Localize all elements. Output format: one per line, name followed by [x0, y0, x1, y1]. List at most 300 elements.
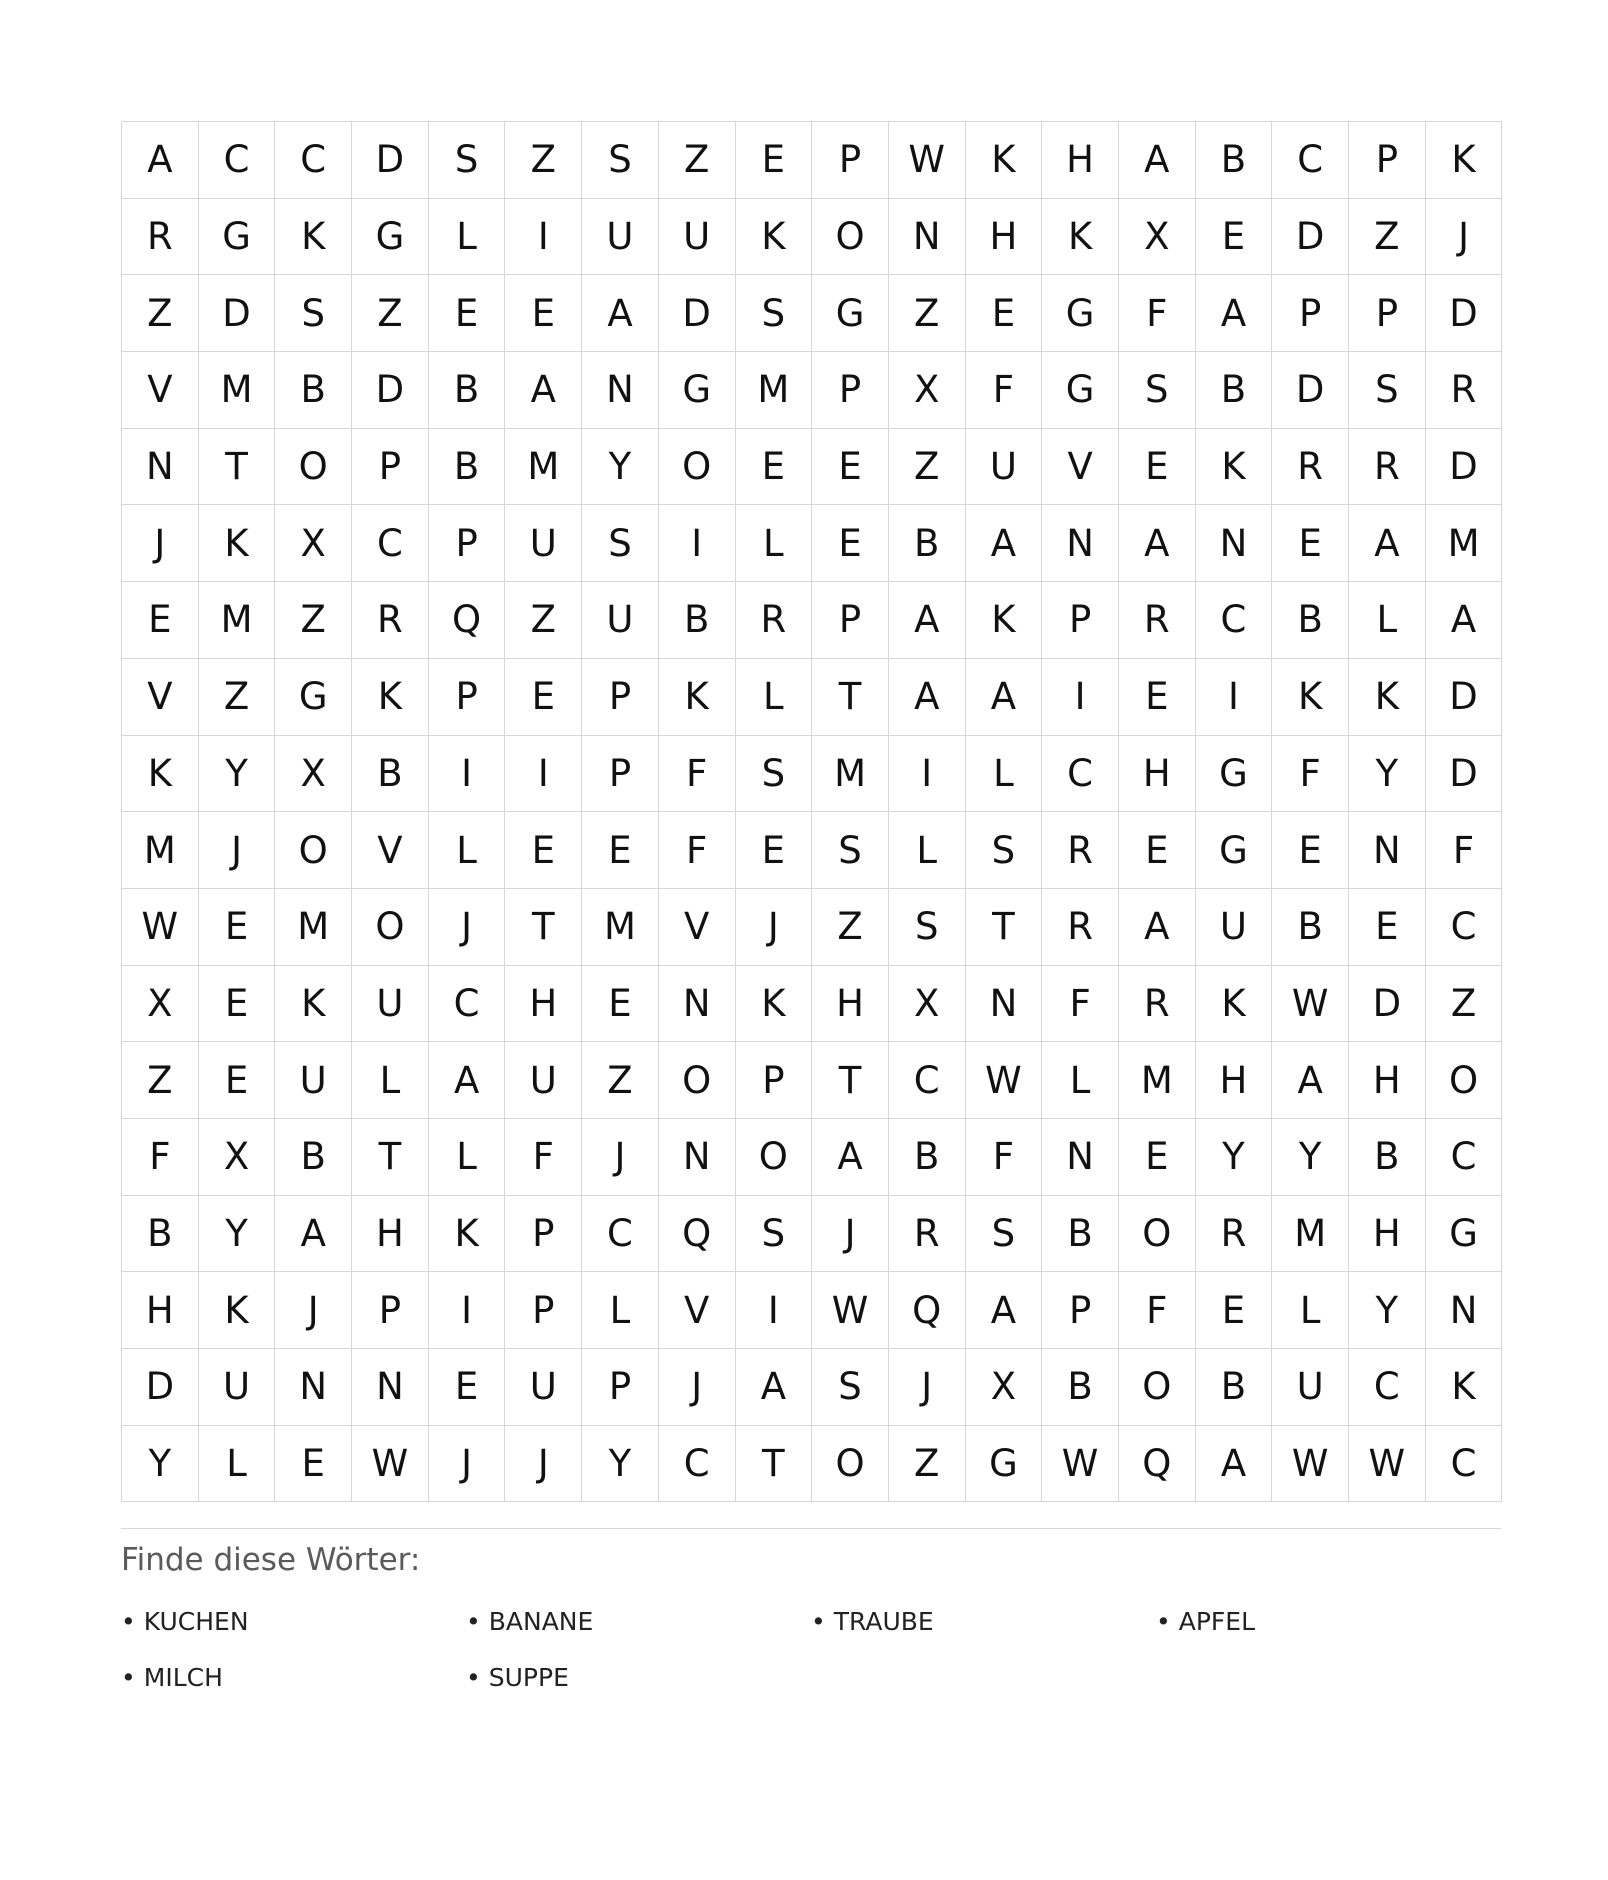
grid-cell[interactable]: S: [889, 889, 966, 966]
grid-cell[interactable]: N: [1042, 1119, 1119, 1196]
grid-cell[interactable]: D: [1426, 429, 1503, 506]
grid-cell[interactable]: E: [1349, 889, 1426, 966]
grid-cell[interactable]: P: [505, 1272, 582, 1349]
grid-cell[interactable]: O: [1119, 1196, 1196, 1273]
grid-cell[interactable]: F: [1272, 736, 1349, 813]
grid-cell[interactable]: O: [1426, 1042, 1503, 1119]
grid-cell[interactable]: P: [1349, 122, 1426, 199]
grid-cell[interactable]: Z: [659, 122, 736, 199]
grid-cell[interactable]: A: [505, 352, 582, 429]
grid-cell[interactable]: K: [199, 505, 276, 582]
grid-cell[interactable]: O: [736, 1119, 813, 1196]
grid-cell[interactable]: G: [275, 659, 352, 736]
grid-cell[interactable]: R: [1042, 812, 1119, 889]
grid-cell[interactable]: E: [736, 429, 813, 506]
grid-cell[interactable]: G: [1426, 1196, 1503, 1273]
grid-cell[interactable]: M: [1426, 505, 1503, 582]
grid-cell[interactable]: E: [505, 812, 582, 889]
grid-cell[interactable]: K: [966, 122, 1043, 199]
grid-cell[interactable]: Z: [889, 275, 966, 352]
grid-cell[interactable]: S: [1349, 352, 1426, 429]
grid-cell[interactable]: O: [275, 812, 352, 889]
grid-cell[interactable]: C: [429, 966, 506, 1043]
grid-cell[interactable]: Q: [1119, 1426, 1196, 1503]
grid-cell[interactable]: Z: [275, 582, 352, 659]
grid-cell[interactable]: B: [1349, 1119, 1426, 1196]
grid-cell[interactable]: E: [966, 275, 1043, 352]
grid-cell[interactable]: F: [1119, 275, 1196, 352]
grid-cell[interactable]: J: [429, 889, 506, 966]
grid-cell[interactable]: R: [1042, 889, 1119, 966]
grid-cell[interactable]: I: [889, 736, 966, 813]
grid-cell[interactable]: E: [812, 429, 889, 506]
grid-cell[interactable]: O: [812, 1426, 889, 1503]
grid-cell[interactable]: B: [1196, 1349, 1273, 1426]
grid-cell[interactable]: W: [1272, 966, 1349, 1043]
grid-cell[interactable]: B: [1196, 352, 1273, 429]
grid-cell[interactable]: O: [352, 889, 429, 966]
grid-cell[interactable]: N: [659, 966, 736, 1043]
grid-cell[interactable]: M: [1272, 1196, 1349, 1273]
grid-cell[interactable]: E: [812, 505, 889, 582]
grid-cell[interactable]: X: [199, 1119, 276, 1196]
grid-cell[interactable]: I: [1042, 659, 1119, 736]
grid-cell[interactable]: L: [736, 659, 813, 736]
grid-cell[interactable]: U: [659, 199, 736, 276]
grid-cell[interactable]: S: [429, 122, 506, 199]
grid-cell[interactable]: C: [1426, 1119, 1503, 1196]
grid-cell[interactable]: X: [275, 505, 352, 582]
grid-cell[interactable]: Y: [199, 1196, 276, 1273]
grid-cell[interactable]: U: [966, 429, 1043, 506]
grid-cell[interactable]: J: [505, 1426, 582, 1503]
grid-cell[interactable]: L: [429, 812, 506, 889]
grid-cell[interactable]: E: [275, 1426, 352, 1503]
grid-cell[interactable]: A: [889, 582, 966, 659]
grid-cell[interactable]: M: [582, 889, 659, 966]
grid-cell[interactable]: A: [966, 659, 1043, 736]
grid-cell[interactable]: T: [812, 659, 889, 736]
grid-cell[interactable]: F: [1119, 1272, 1196, 1349]
grid-cell[interactable]: L: [736, 505, 813, 582]
grid-cell[interactable]: Q: [889, 1272, 966, 1349]
grid-cell[interactable]: R: [1119, 582, 1196, 659]
grid-cell[interactable]: R: [1196, 1196, 1273, 1273]
grid-cell[interactable]: M: [199, 352, 276, 429]
grid-cell[interactable]: O: [659, 429, 736, 506]
grid-cell[interactable]: K: [275, 966, 352, 1043]
grid-cell[interactable]: D: [1426, 736, 1503, 813]
grid-cell[interactable]: F: [659, 736, 736, 813]
grid-cell[interactable]: C: [352, 505, 429, 582]
grid-cell[interactable]: E: [1119, 1119, 1196, 1196]
grid-cell[interactable]: S: [736, 1196, 813, 1273]
grid-cell[interactable]: A: [1119, 505, 1196, 582]
grid-cell[interactable]: F: [1426, 812, 1503, 889]
grid-cell[interactable]: D: [659, 275, 736, 352]
grid-cell[interactable]: F: [966, 1119, 1043, 1196]
grid-cell[interactable]: Y: [1349, 1272, 1426, 1349]
grid-cell[interactable]: N: [1349, 812, 1426, 889]
grid-cell[interactable]: E: [1119, 659, 1196, 736]
grid-cell[interactable]: I: [505, 199, 582, 276]
grid-cell[interactable]: Z: [505, 122, 582, 199]
grid-cell[interactable]: E: [199, 1042, 276, 1119]
grid-cell[interactable]: E: [1196, 1272, 1273, 1349]
grid-cell[interactable]: N: [1426, 1272, 1503, 1349]
grid-cell[interactable]: I: [505, 736, 582, 813]
grid-cell[interactable]: K: [966, 582, 1043, 659]
grid-cell[interactable]: K: [1196, 966, 1273, 1043]
grid-cell[interactable]: A: [275, 1196, 352, 1273]
grid-cell[interactable]: S: [736, 275, 813, 352]
grid-cell[interactable]: D: [352, 352, 429, 429]
grid-cell[interactable]: D: [352, 122, 429, 199]
grid-cell[interactable]: B: [352, 736, 429, 813]
grid-cell[interactable]: U: [1196, 889, 1273, 966]
grid-cell[interactable]: G: [1196, 736, 1273, 813]
grid-cell[interactable]: P: [352, 429, 429, 506]
grid-cell[interactable]: G: [966, 1426, 1043, 1503]
grid-cell[interactable]: E: [505, 659, 582, 736]
grid-cell[interactable]: O: [812, 199, 889, 276]
grid-cell[interactable]: B: [429, 352, 506, 429]
grid-cell[interactable]: M: [122, 812, 199, 889]
grid-cell[interactable]: K: [199, 1272, 276, 1349]
grid-cell[interactable]: F: [505, 1119, 582, 1196]
grid-cell[interactable]: Z: [199, 659, 276, 736]
grid-cell[interactable]: W: [812, 1272, 889, 1349]
grid-cell[interactable]: X: [889, 966, 966, 1043]
grid-cell[interactable]: P: [1042, 1272, 1119, 1349]
grid-cell[interactable]: K: [736, 966, 813, 1043]
grid-cell[interactable]: R: [352, 582, 429, 659]
grid-cell[interactable]: B: [429, 429, 506, 506]
grid-cell[interactable]: L: [889, 812, 966, 889]
grid-cell[interactable]: Z: [122, 1042, 199, 1119]
grid-cell[interactable]: Z: [122, 275, 199, 352]
grid-cell[interactable]: P: [505, 1196, 582, 1273]
grid-cell[interactable]: V: [659, 1272, 736, 1349]
grid-cell[interactable]: P: [582, 659, 659, 736]
grid-cell[interactable]: D: [122, 1349, 199, 1426]
grid-cell[interactable]: K: [1272, 659, 1349, 736]
grid-cell[interactable]: S: [582, 505, 659, 582]
grid-cell[interactable]: U: [505, 1042, 582, 1119]
grid-cell[interactable]: F: [966, 352, 1043, 429]
grid-cell[interactable]: P: [1349, 275, 1426, 352]
grid-cell[interactable]: Q: [659, 1196, 736, 1273]
grid-cell[interactable]: N: [889, 199, 966, 276]
grid-cell[interactable]: P: [812, 122, 889, 199]
grid-cell[interactable]: V: [122, 659, 199, 736]
grid-cell[interactable]: C: [1426, 1426, 1503, 1503]
grid-cell[interactable]: D: [1426, 659, 1503, 736]
grid-cell[interactable]: E: [582, 966, 659, 1043]
grid-cell[interactable]: A: [1119, 122, 1196, 199]
grid-cell[interactable]: A: [1196, 275, 1273, 352]
grid-cell[interactable]: A: [582, 275, 659, 352]
grid-cell[interactable]: S: [582, 122, 659, 199]
grid-cell[interactable]: I: [429, 1272, 506, 1349]
grid-cell[interactable]: Y: [199, 736, 276, 813]
grid-cell[interactable]: N: [966, 966, 1043, 1043]
grid-cell[interactable]: L: [1272, 1272, 1349, 1349]
grid-cell[interactable]: X: [122, 966, 199, 1043]
grid-cell[interactable]: P: [352, 1272, 429, 1349]
grid-cell[interactable]: S: [966, 812, 1043, 889]
grid-cell[interactable]: G: [199, 199, 276, 276]
grid-cell[interactable]: I: [1196, 659, 1273, 736]
grid-cell[interactable]: P: [429, 505, 506, 582]
grid-cell[interactable]: C: [1426, 889, 1503, 966]
grid-cell[interactable]: C: [1272, 122, 1349, 199]
grid-cell[interactable]: G: [812, 275, 889, 352]
grid-cell[interactable]: E: [199, 966, 276, 1043]
grid-cell[interactable]: H: [1349, 1196, 1426, 1273]
grid-cell[interactable]: A: [429, 1042, 506, 1119]
grid-cell[interactable]: U: [505, 1349, 582, 1426]
grid-cell[interactable]: A: [966, 1272, 1043, 1349]
grid-cell[interactable]: N: [1042, 505, 1119, 582]
grid-cell[interactable]: C: [659, 1426, 736, 1503]
grid-cell[interactable]: R: [736, 582, 813, 659]
grid-cell[interactable]: Z: [889, 1426, 966, 1503]
grid-cell[interactable]: L: [352, 1042, 429, 1119]
grid-cell[interactable]: D: [1272, 352, 1349, 429]
grid-cell[interactable]: P: [582, 1349, 659, 1426]
grid-cell[interactable]: F: [1042, 966, 1119, 1043]
grid-cell[interactable]: J: [736, 889, 813, 966]
grid-cell[interactable]: A: [812, 1119, 889, 1196]
grid-cell[interactable]: L: [199, 1426, 276, 1503]
grid-cell[interactable]: K: [429, 1196, 506, 1273]
grid-cell[interactable]: X: [275, 736, 352, 813]
grid-cell[interactable]: P: [812, 352, 889, 429]
grid-cell[interactable]: G: [352, 199, 429, 276]
grid-cell[interactable]: N: [122, 429, 199, 506]
grid-cell[interactable]: Z: [582, 1042, 659, 1119]
grid-cell[interactable]: Z: [352, 275, 429, 352]
grid-cell[interactable]: F: [122, 1119, 199, 1196]
grid-cell[interactable]: T: [812, 1042, 889, 1119]
grid-cell[interactable]: B: [659, 582, 736, 659]
grid-cell[interactable]: G: [1042, 352, 1119, 429]
grid-cell[interactable]: K: [736, 199, 813, 276]
grid-cell[interactable]: J: [275, 1272, 352, 1349]
grid-cell[interactable]: A: [1196, 1426, 1273, 1503]
grid-cell[interactable]: B: [889, 1119, 966, 1196]
grid-cell[interactable]: Q: [429, 582, 506, 659]
grid-cell[interactable]: S: [812, 1349, 889, 1426]
grid-cell[interactable]: U: [582, 199, 659, 276]
grid-cell[interactable]: E: [1119, 429, 1196, 506]
grid-cell[interactable]: S: [1119, 352, 1196, 429]
grid-cell[interactable]: R: [889, 1196, 966, 1273]
grid-cell[interactable]: Z: [889, 429, 966, 506]
grid-cell[interactable]: G: [1042, 275, 1119, 352]
grid-cell[interactable]: C: [889, 1042, 966, 1119]
grid-cell[interactable]: W: [1272, 1426, 1349, 1503]
grid-cell[interactable]: K: [659, 659, 736, 736]
grid-cell[interactable]: R: [1349, 429, 1426, 506]
grid-cell[interactable]: K: [352, 659, 429, 736]
grid-cell[interactable]: E: [736, 122, 813, 199]
grid-cell[interactable]: H: [812, 966, 889, 1043]
grid-cell[interactable]: R: [1119, 966, 1196, 1043]
grid-cell[interactable]: H: [1196, 1042, 1273, 1119]
grid-cell[interactable]: D: [199, 275, 276, 352]
grid-cell[interactable]: B: [275, 1119, 352, 1196]
grid-cell[interactable]: H: [1349, 1042, 1426, 1119]
grid-cell[interactable]: G: [1196, 812, 1273, 889]
grid-cell[interactable]: Z: [812, 889, 889, 966]
grid-cell[interactable]: N: [582, 352, 659, 429]
grid-cell[interactable]: A: [1349, 505, 1426, 582]
grid-cell[interactable]: E: [505, 275, 582, 352]
grid-cell[interactable]: B: [122, 1196, 199, 1273]
grid-cell[interactable]: R: [1272, 429, 1349, 506]
grid-cell[interactable]: O: [659, 1042, 736, 1119]
grid-cell[interactable]: Z: [1426, 966, 1503, 1043]
grid-cell[interactable]: U: [505, 505, 582, 582]
grid-cell[interactable]: C: [199, 122, 276, 199]
grid-cell[interactable]: H: [966, 199, 1043, 276]
grid-cell[interactable]: E: [122, 582, 199, 659]
grid-cell[interactable]: W: [122, 889, 199, 966]
grid-cell[interactable]: A: [1272, 1042, 1349, 1119]
grid-cell[interactable]: U: [352, 966, 429, 1043]
grid-cell[interactable]: K: [122, 736, 199, 813]
grid-cell[interactable]: Y: [1349, 736, 1426, 813]
grid-cell[interactable]: N: [1196, 505, 1273, 582]
grid-cell[interactable]: N: [352, 1349, 429, 1426]
grid-cell[interactable]: C: [1196, 582, 1273, 659]
grid-cell[interactable]: M: [505, 429, 582, 506]
grid-cell[interactable]: L: [429, 199, 506, 276]
grid-cell[interactable]: M: [736, 352, 813, 429]
grid-cell[interactable]: T: [736, 1426, 813, 1503]
grid-cell[interactable]: S: [275, 275, 352, 352]
grid-cell[interactable]: N: [659, 1119, 736, 1196]
grid-cell[interactable]: S: [966, 1196, 1043, 1273]
grid-cell[interactable]: B: [1272, 889, 1349, 966]
grid-cell[interactable]: P: [1042, 582, 1119, 659]
grid-cell[interactable]: C: [275, 122, 352, 199]
grid-cell[interactable]: P: [1272, 275, 1349, 352]
grid-cell[interactable]: W: [1042, 1426, 1119, 1503]
grid-cell[interactable]: Y: [1272, 1119, 1349, 1196]
grid-cell[interactable]: D: [1272, 199, 1349, 276]
grid-cell[interactable]: A: [1119, 889, 1196, 966]
grid-cell[interactable]: Y: [122, 1426, 199, 1503]
grid-cell[interactable]: P: [429, 659, 506, 736]
grid-cell[interactable]: V: [1042, 429, 1119, 506]
grid-cell[interactable]: G: [659, 352, 736, 429]
grid-cell[interactable]: A: [889, 659, 966, 736]
grid-cell[interactable]: F: [659, 812, 736, 889]
grid-cell[interactable]: W: [352, 1426, 429, 1503]
grid-cell[interactable]: H: [352, 1196, 429, 1273]
grid-cell[interactable]: L: [1042, 1042, 1119, 1119]
grid-cell[interactable]: K: [1426, 122, 1503, 199]
grid-cell[interactable]: P: [582, 736, 659, 813]
grid-cell[interactable]: J: [1426, 199, 1503, 276]
grid-cell[interactable]: Y: [582, 429, 659, 506]
grid-cell[interactable]: M: [812, 736, 889, 813]
grid-cell[interactable]: R: [122, 199, 199, 276]
grid-cell[interactable]: W: [889, 122, 966, 199]
grid-cell[interactable]: A: [736, 1349, 813, 1426]
grid-cell[interactable]: B: [889, 505, 966, 582]
grid-cell[interactable]: O: [275, 429, 352, 506]
grid-cell[interactable]: D: [1426, 275, 1503, 352]
grid-cell[interactable]: P: [736, 1042, 813, 1119]
grid-cell[interactable]: Y: [1196, 1119, 1273, 1196]
grid-cell[interactable]: W: [966, 1042, 1043, 1119]
grid-cell[interactable]: A: [122, 122, 199, 199]
grid-cell[interactable]: X: [889, 352, 966, 429]
grid-cell[interactable]: L: [582, 1272, 659, 1349]
grid-cell[interactable]: I: [736, 1272, 813, 1349]
grid-cell[interactable]: E: [429, 275, 506, 352]
grid-cell[interactable]: J: [429, 1426, 506, 1503]
grid-cell[interactable]: I: [659, 505, 736, 582]
grid-cell[interactable]: M: [275, 889, 352, 966]
grid-cell[interactable]: J: [582, 1119, 659, 1196]
grid-cell[interactable]: S: [736, 736, 813, 813]
grid-cell[interactable]: E: [1119, 812, 1196, 889]
grid-cell[interactable]: U: [1272, 1349, 1349, 1426]
grid-cell[interactable]: A: [1426, 582, 1503, 659]
grid-cell[interactable]: S: [812, 812, 889, 889]
grid-cell[interactable]: B: [1196, 122, 1273, 199]
grid-cell[interactable]: C: [1349, 1349, 1426, 1426]
grid-cell[interactable]: J: [812, 1196, 889, 1273]
grid-cell[interactable]: E: [736, 812, 813, 889]
grid-cell[interactable]: J: [659, 1349, 736, 1426]
grid-cell[interactable]: V: [122, 352, 199, 429]
grid-cell[interactable]: E: [582, 812, 659, 889]
grid-cell[interactable]: U: [275, 1042, 352, 1119]
grid-cell[interactable]: K: [1426, 1349, 1503, 1426]
grid-cell[interactable]: U: [582, 582, 659, 659]
grid-cell[interactable]: H: [1042, 122, 1119, 199]
grid-cell[interactable]: Y: [582, 1426, 659, 1503]
grid-cell[interactable]: P: [812, 582, 889, 659]
grid-cell[interactable]: L: [429, 1119, 506, 1196]
grid-cell[interactable]: V: [659, 889, 736, 966]
grid-cell[interactable]: A: [966, 505, 1043, 582]
grid-cell[interactable]: X: [1119, 199, 1196, 276]
grid-cell[interactable]: K: [275, 199, 352, 276]
grid-cell[interactable]: J: [122, 505, 199, 582]
grid-cell[interactable]: N: [275, 1349, 352, 1426]
grid-cell[interactable]: E: [1196, 199, 1273, 276]
grid-cell[interactable]: O: [1119, 1349, 1196, 1426]
grid-cell[interactable]: H: [1119, 736, 1196, 813]
grid-cell[interactable]: T: [352, 1119, 429, 1196]
grid-cell[interactable]: B: [1272, 582, 1349, 659]
grid-cell[interactable]: K: [1042, 199, 1119, 276]
grid-cell[interactable]: E: [199, 889, 276, 966]
grid-cell[interactable]: B: [1042, 1349, 1119, 1426]
grid-cell[interactable]: H: [505, 966, 582, 1043]
grid-cell[interactable]: T: [966, 889, 1043, 966]
grid-cell[interactable]: E: [1272, 812, 1349, 889]
grid-cell[interactable]: J: [199, 812, 276, 889]
grid-cell[interactable]: M: [199, 582, 276, 659]
